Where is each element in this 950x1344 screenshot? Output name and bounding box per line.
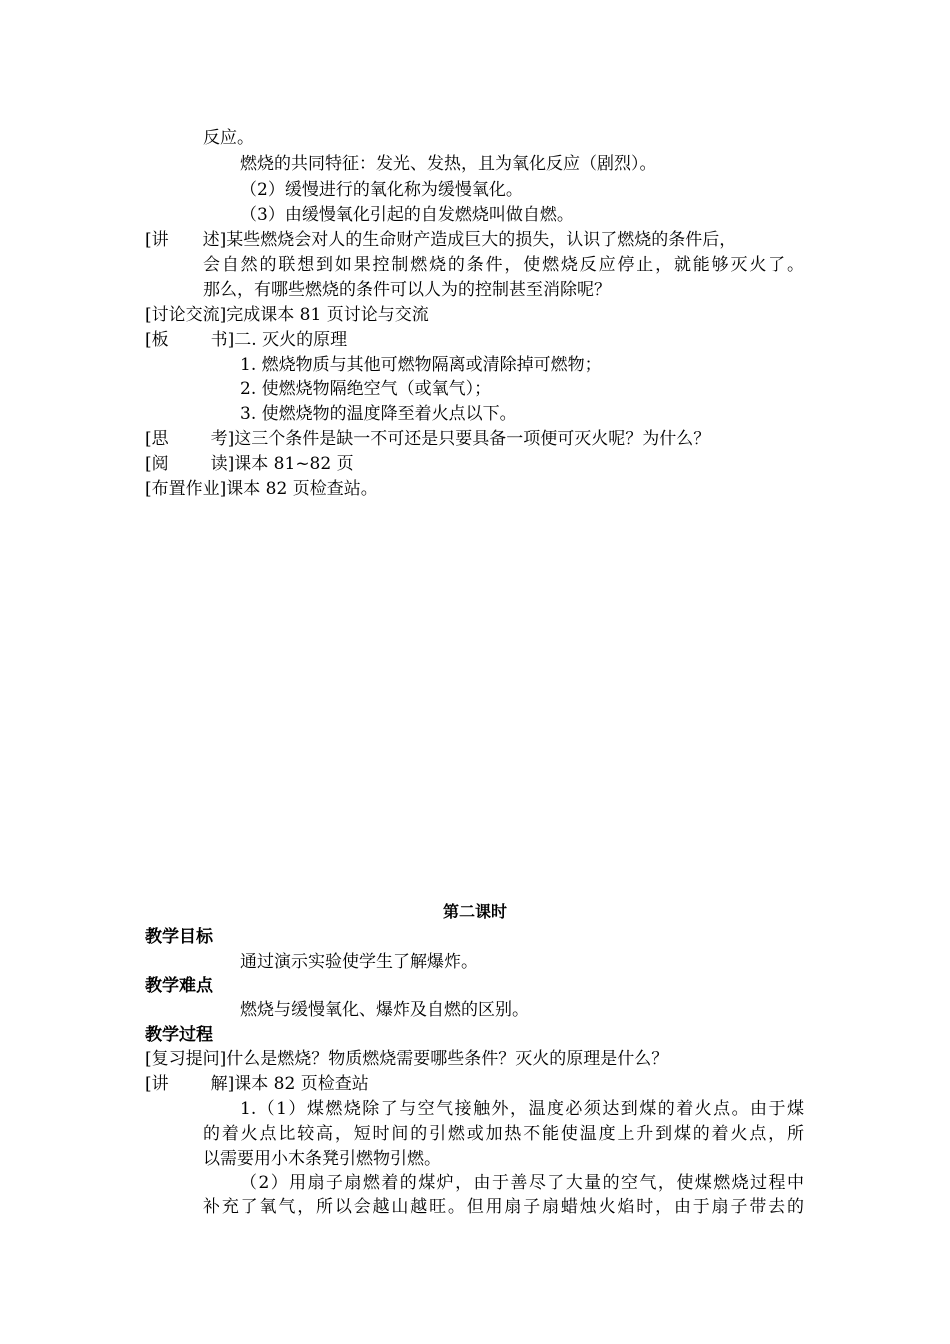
explain-tag-close: 解] [210,1074,235,1094]
homework-tag: [布置作业] [145,479,227,499]
review-tag: [复习提问] [145,1049,227,1069]
read-text: 课本 81~82 页 [234,454,354,474]
review-text: 什么是燃烧？物质燃烧需要哪些条件？灭火的原理是什么？ [226,1049,669,1069]
discussion-text: 完成课本 81 页讨论与交流 [226,305,429,325]
heading-difficulty: 教学难点 [145,976,213,996]
text-line: 通过演示实验使学生了解爆炸。 [240,952,478,972]
explain-text: 课本 82 页检查站 [234,1074,369,1094]
homework-line [145,477,378,501]
list-item: 1. 燃烧物质与其他可燃物隔离或清除掉可燃物； [240,355,602,375]
text-line: 的着火点比较高，短时间的引燃或加热不能使温度上升到煤的着火点，所 [203,1124,804,1144]
read-tag-open: [阅 [145,454,169,474]
board-tag-open: [板 [145,330,169,350]
think-tag-close: 考] [210,429,235,449]
board-heading: 二. 灭火的原理 [234,330,348,350]
explain-line [145,1072,369,1096]
text-line: 反应。 [203,128,254,148]
text-line: 以需要用小木条凳引燃物引燃。 [203,1149,441,1169]
list-item: 3. 使燃烧物的温度降至着火点以下。 [240,404,517,424]
text-line: 燃烧与缓慢氧化、爆炸及自燃的区别。 [240,1000,529,1020]
board-line [145,328,347,352]
explain-tag-open: [讲 [145,1074,169,1094]
section-title: 第二课时 [442,902,507,921]
text-line: 会自然的联想到如果控制燃烧的条件，使燃烧反应停止，就能够灭火了。 [203,255,804,275]
homework-text: 课本 82 页检查站。 [226,479,378,499]
read-line [145,452,354,476]
discussion-tag: [讨论交流] [145,305,227,325]
lecture-block-line [145,228,736,252]
heading-process: 教学过程 [145,1025,213,1045]
think-line [145,427,710,451]
discussion-line [145,303,429,327]
list-item: 2. 使燃烧物隔绝空气（或氧气）； [240,379,492,399]
text-line: 1.（1）煤燃烧除了与空气接触外，温度必须达到煤的着火点。由于煤 [240,1099,804,1119]
lecture-tag-open: [讲 [145,230,169,250]
text-line: 那么，有哪些燃烧的条件可以人为的控制甚至消除呢？ [203,280,611,300]
text-line: （2）缓慢进行的氧化称为缓慢氧化。 [240,180,523,200]
lecture-text: 某些燃烧会对人的生命财产造成巨大的损失，认识了燃烧的条件后， [226,230,737,250]
review-line [145,1047,668,1071]
text-line: 补充了氧气，所以会越山越旺。但用扇子扇蜡烛火焰时，由于扇子带去的 [203,1197,804,1217]
read-tag-close: 读] [210,454,235,474]
lecture-tag-close: 述] [202,230,227,250]
heading-goal: 教学目标 [145,927,213,947]
board-tag-close: 书] [210,330,235,350]
think-tag-open: [思 [145,429,169,449]
text-line: （2）用扇子扇燃着的煤炉，由于善尽了大量的空气，使煤燃烧过程中 [240,1173,804,1193]
text-line: 燃烧的共同特征：发光、发热，且为氧化反应（剧烈）。 [240,154,657,174]
text-line: （3）由缓慢氧化引起的自发燃烧叫做自燃。 [240,205,574,225]
think-text: 这三个条件是缺一不可还是只要具备一项便可灭火呢？为什么？ [234,429,711,449]
